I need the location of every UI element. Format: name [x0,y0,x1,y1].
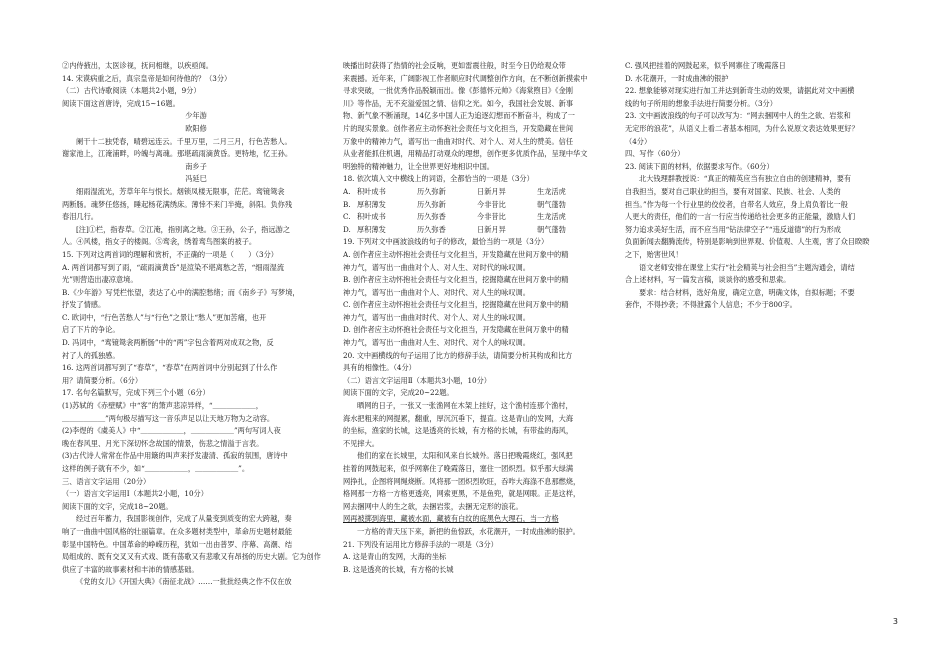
poem-title: 少年游 [185,111,207,121]
option-row [343,199,611,212]
passage-line: 明独特的精神魅力，让全世界更好地相识中国。 [343,161,494,171]
option-letter: B. [343,199,351,209]
material-line: 之下，贻害世风！ [625,249,683,259]
passage-line: 供应了丰富的故事素材和丰沛的情感基础。 [62,564,199,574]
passage-line: 挂着的网鼓起来，似乎网寨住了晚霞落日，塞住一团炽烈。似乎那大绿满 [343,464,574,473]
option-line: 启了下片的争论。 [62,325,120,335]
passage-line: 来震撼。近年来，广阔影视工作者顺应时代调整创作方向，在不断创新摸索中 [343,73,588,83]
passage-line: 彰显中国特色。中国革命的峥嵘历程，犹如一出由普罗、序幕、高潮、结 [62,539,293,549]
poem-author: 冯延巳 [185,174,207,184]
option-line: 神力气，谱写出一曲曲对时代、对个人、对人生的咏叹调。 [343,312,530,322]
option-cell: 日新月异 [477,186,506,196]
passage-line: 网挣扎，企图将网绳烧断。风将那一团炽烈吹旺，吞咋大海涤不息那燃烧， [343,476,581,486]
question-22: 22. 想象能够对现实进行加工并达到新奇生动的效果，请据此对文中画横 [625,86,855,96]
passage-line: 寻求突破，一批优秀作品脱颖而出。像《彭德怀元帅》《海棠煦目》《金刚 [343,86,573,96]
passage-line: 晒网的日子，一张又一张渔网在木架上挂好，这个渔村连那个渔村， [357,401,573,411]
option-letter: D. [343,224,351,234]
column-left [62,60,330,589]
option-line: C. 欧词中，“行色苦愁人”与“行色”之景让“愁人”更加苦痛，也开 [62,312,267,322]
question-24: 23. 阅读下面的材料，依据要求写作。（60分） [625,161,774,171]
option-line: B.《少年游》写凭栏怅望，表达了心中的满腔愁绪；而《南乡子》写梦境， [62,287,300,297]
question-23: （4分） [625,136,652,146]
option-cell: 生龙活虎 [537,186,566,196]
passage-line: 网再被掷到海里，藏被水面，藏被有白纹的庭黑色大理石，当一方格 [343,514,559,524]
instruction: 阅读下面的文字，完成18~20题。 [62,501,173,511]
question-23: 无定形的浪花”，从语义上看二者基本相同，为什么说原文表达效果更好？ [625,123,859,133]
question-21: A. 这是青山的发网，大海的坐标 [343,552,447,562]
option-line: 神力气，谱写出一曲曲对人生、对时代、对个人的咏叹调。 [343,338,530,348]
question-17: (2)李煜的《虞美人》中“＿＿＿＿＿＿，＿＿＿＿＿＿”两句写词人夜 [62,426,281,436]
option-cell: 今非昔比 [477,199,506,209]
column-right [625,60,893,312]
option-line: A. 两首词都写到了雨，“疏雨滴黄昏”是渲染不堪离愁之苦，“细雨湿流 [62,262,285,272]
section-heading: （一）语言文字运用Ⅰ（本题共2小题，10分） [62,489,208,499]
passage-line: 不见摔大。 [343,438,379,448]
poem-line: 春泪几行。 [62,212,98,222]
material-line: 人更大的责任，他们的一言一行应当传递给社会更多的正能量，激励人们 [625,212,856,222]
question-17: 17. 名句名篇默写，完成下列三个小题（6分） [62,388,210,398]
option-line: C. 创作者应主动怀抱社会责任与文化担当，挖掘隐藏在世间万象中的精 [343,300,569,310]
option-cell: 生龙活虎 [537,212,566,222]
option-line: B. 创作者应主动怀抱社会责任与文化担当，挖掘隐藏在世间万象中的精 [343,275,569,285]
question-17: 晚在春风里、月光下深切怀念故国的情景，伤悲之情溢于言表。 [62,438,264,448]
task-line: 套作，不得抄袭；不得泄露个人信息；不少于800字。 [625,300,797,310]
section-heading: 四、写作（60分） [625,149,685,159]
question-15: 15. 下列对这两首词的理解和赏析，不正确的一项是（ ）（3分） [62,249,278,259]
passage-line: 格网那一方格一方格更透亮，网索更黑，不是鱼兜，就是网眼。正是这样， [343,489,581,499]
poem-author: 欧阳修 [185,123,207,133]
question-19: 19. 下列对文中画波浪线的句子的修改，最恰当的一项是（3分） [343,237,549,247]
option-letter: C. [343,212,351,222]
poem-line: 细雨湿流光，芳草年年与恨长。烟锁凤楼无限事，茫茫。鸾镜鸳衾 [76,186,285,196]
option-line: B. 这是透亮的长城，有方格的长城 [343,564,454,574]
section-heading: 三、语言文字运用（20分） [62,476,151,486]
instruction: 阅读下面这首唐诗，完成15~16题。 [62,98,180,108]
poem-title: 南乡子 [185,161,207,171]
option-cell: 历久弥新 [417,199,446,209]
passage-line: 的坐标，渔家的长城，这是透亮的长城，有方格的长城，有带盐的海风， [343,426,574,436]
question-20: 具有的相像性。（4分） [343,363,416,373]
question-14: 14. 宋谟病重之后，真宗皇帝是如何待他的？（3分） [62,73,232,83]
option-cell: 厚积薄发 [357,224,386,234]
option-cell: 今非昔比 [477,212,506,222]
note-line: [注]①栏，指春草。②江淹，指别离之地。③王孙，公子，指远游之 [76,224,291,234]
material-line: 负面新闻去翻腾流传，特别是影响到世界观、价值观、人生观，害了众目睽睽 [625,237,870,247]
option-row [343,224,611,237]
task-line: 语文老师安排在课堂上实行“社会精英与社会担当”主题沟通会，请结 [639,262,855,272]
question-17: ＿＿＿＿＿＿”两句极尽描写这一音乐声足以让天地万物为之动容。 [62,413,275,423]
question-16: 用？请简要分析。（6分） [62,375,143,385]
option-line: D. 水花潮开，一时成曲沸的银护 [625,73,729,83]
task-line: 要求：结合材料，选好角度，确定立意，明确文体，自拟标题；不要 [639,287,855,297]
poem-line: 阑干十二独凭春，晴碧远连云。千里万里，二月三月，行色苦愁人。 [76,136,292,146]
question-22: 线的句子所用的想象手法进行简要分析。（3分） [625,98,777,108]
question-23: 23. 文中画波浪线的句子可以改写为：“网去捆网中人的生之欲、岩浆和 [625,111,851,121]
option-line: A. 创作者应主动怀抱社会责任与文化担当，开发隐藏在世间万象中的精 [343,249,569,259]
option-line: 抒发了情感。 [62,300,106,310]
poem-line: 谢家池上，江淹浦畔，吟魄与离魂。那堪疏雨滴黄昏。更特地，忆王孙。 [62,149,293,159]
option-row [343,211,611,224]
option-line: 衬了人的孤独感。 [62,350,120,360]
passage-line: 21. 下列没有运用比方修辞手法的一项是（3分） [343,539,498,549]
option-line: D. 冯词中，“鸾镜鸳衾两断肠”中的“两”字包含着两对成双之物，反 [62,338,274,348]
passage-line: 从业者能抓住机遇，用精品打动观众的理想，创作更多优质作品，呈现中华文 [343,149,588,159]
passage-line: 映播出时获得了热情的社会反响，更如雷震往般，时至今日仍给观众带 [343,61,566,70]
passage-line: 他们的家在长城里，太阳和风来自长城外。落日把晚霞烧红，强风把 [357,451,573,461]
passage-line: 《党的女儿》《开国大典》《南征北战》……一批批经典之作不仅在放 [76,577,292,587]
material-line: 自我担当，要对自己职业的担当，要有对国家、民族、社会、人类的 [625,186,841,196]
option-line: D. 创作者应主动怀抱社会责任与文化担当，开发隐藏在世间万象中的精 [343,325,569,335]
passage-line: 川》等作品，无不充溢爱国之情、信仰之光。如今，我国社会发展、新事 [343,98,574,108]
question-17: (3)古代诗人常常在作品中用簸的叫声来抒发凄清、孤寂的氛围，唐诗中 [62,451,288,461]
option-cell: 厚积薄发 [357,199,386,209]
section-heading: （二）古代诗歌阅读（本题共2小题，9分） [62,86,201,96]
question-16: 16. 这两首词都写到了“春草”，“春草”在两首词中分别起到了什么作 [62,363,278,373]
section-heading: （二）语言文字运用Ⅱ（本题共3小题，10分） [343,375,491,385]
passage-line: 响了一曲曲中国风格的壮丽篇章。在众多题材类型中，革命历史题材最能 [62,526,293,536]
passage-line: 海水把粗来的网提累，翻重，厚沉沉垂下，提直。这是青山的发网，大海 [343,413,574,423]
option-line: 神力气，谱写出一曲曲对个人、对时代、对人生的咏叹调。 [343,287,530,297]
material-line: 担当。”作为每一个行业里的佼佼者，自带名人效应，身上肩负着比一般 [625,199,848,209]
option-line: 神力气，谱写出一曲曲对个人、对人生、对时代的咏叹调。 [343,262,530,272]
passage-line: 片的现实景象。创作者应主动怀抱社会责任与文化担当，开发隐藏在世间 [343,123,574,133]
option-cell: 日新月异 [477,224,506,234]
question-20: 20. 文中画横线的句子运用了比方的修辞手法，请简要分析其构成和比方 [343,350,573,360]
question-17: 这样的例子就有不少，如“＿＿＿＿＿＿，＿＿＿＿＿＿”。 [62,464,250,473]
instruction: 阅读下面的文字，完成20~22题。 [343,388,454,398]
option-cell: 历久弥新 [417,186,446,196]
poem-line: 两断肠。魂梦任悠扬，睡起杨花满绣床。薄悻不来门半掩，斜阳。负你残 [62,199,293,209]
option-cell: 积叶成书 [357,212,386,222]
option-line: 光”则营造出凄凉意境。 [62,275,138,285]
option-line: C. 强风把挂着的网鼓起来，似乎网寨住了晚霞落日 [625,61,786,70]
task-line: 合上述材料，写一篇发言稿，谈谈你的感受和思索。 [625,275,791,285]
option-cell: 朝气蓬勃 [537,224,566,234]
column-middle [343,60,611,576]
option-row [343,186,611,199]
note-line: 人。④风楼，指女子的楼阁。⑤鸾衾，绣着鸾鸟图案的被子。 [62,237,257,247]
passage-line: 万象中的精神力气，谱写出一曲曲对时代、对个人、对人生的赞美。信任 [343,136,574,146]
passage-line: 经过百年蓄力，我国影视创作，完成了从量变到质变的宏大跨越，奏 [76,514,292,524]
material-line: 北大钱理群教授说：“真正的精英应当有独立自由的创建精神，要有 [639,174,852,184]
question-18: 18. 依次填入文中横线上的词语，全都恰当的一项是（3分） [343,174,534,184]
passage-line: 局组成的、既有交叉又有式戏、既有荡歌又有悲歌又有昂扬的历史大剧。它为创作 [62,552,321,562]
option-letter: A. [343,186,351,196]
material-line: 努力追求美好生活，而不应当用“钻法律空子”“违反道德”的行为形成 [625,224,841,234]
text-line: ②内侍掖出，太医诊视，抚问相继，以疾亟闻。 [62,61,213,70]
page-number: 3 [892,617,898,626]
passage-line: 物、新气象不断涌现，14亿多中国人正为追逐幻想而不断奋斗，构成了一 [343,111,575,121]
passage-line: 一方格的青天压下来，新把的鱼惊跃，水花潮开，一时成曲沸的银护。 [357,526,580,536]
option-cell: 历久弥香 [417,224,446,234]
passage-line: 网去捆网中人的生之欲，去捆岩浆，去捆无定形的浪花。 [343,501,523,511]
option-cell: 朝气蓬勃 [537,199,566,209]
option-cell: 历久弥香 [417,212,446,222]
question-17: (1)苏轼的《赤壁赋》中“客”的箫声悲凉异样，“＿＿＿＿＿＿， [62,401,263,411]
option-cell: 积叶成书 [357,186,386,196]
